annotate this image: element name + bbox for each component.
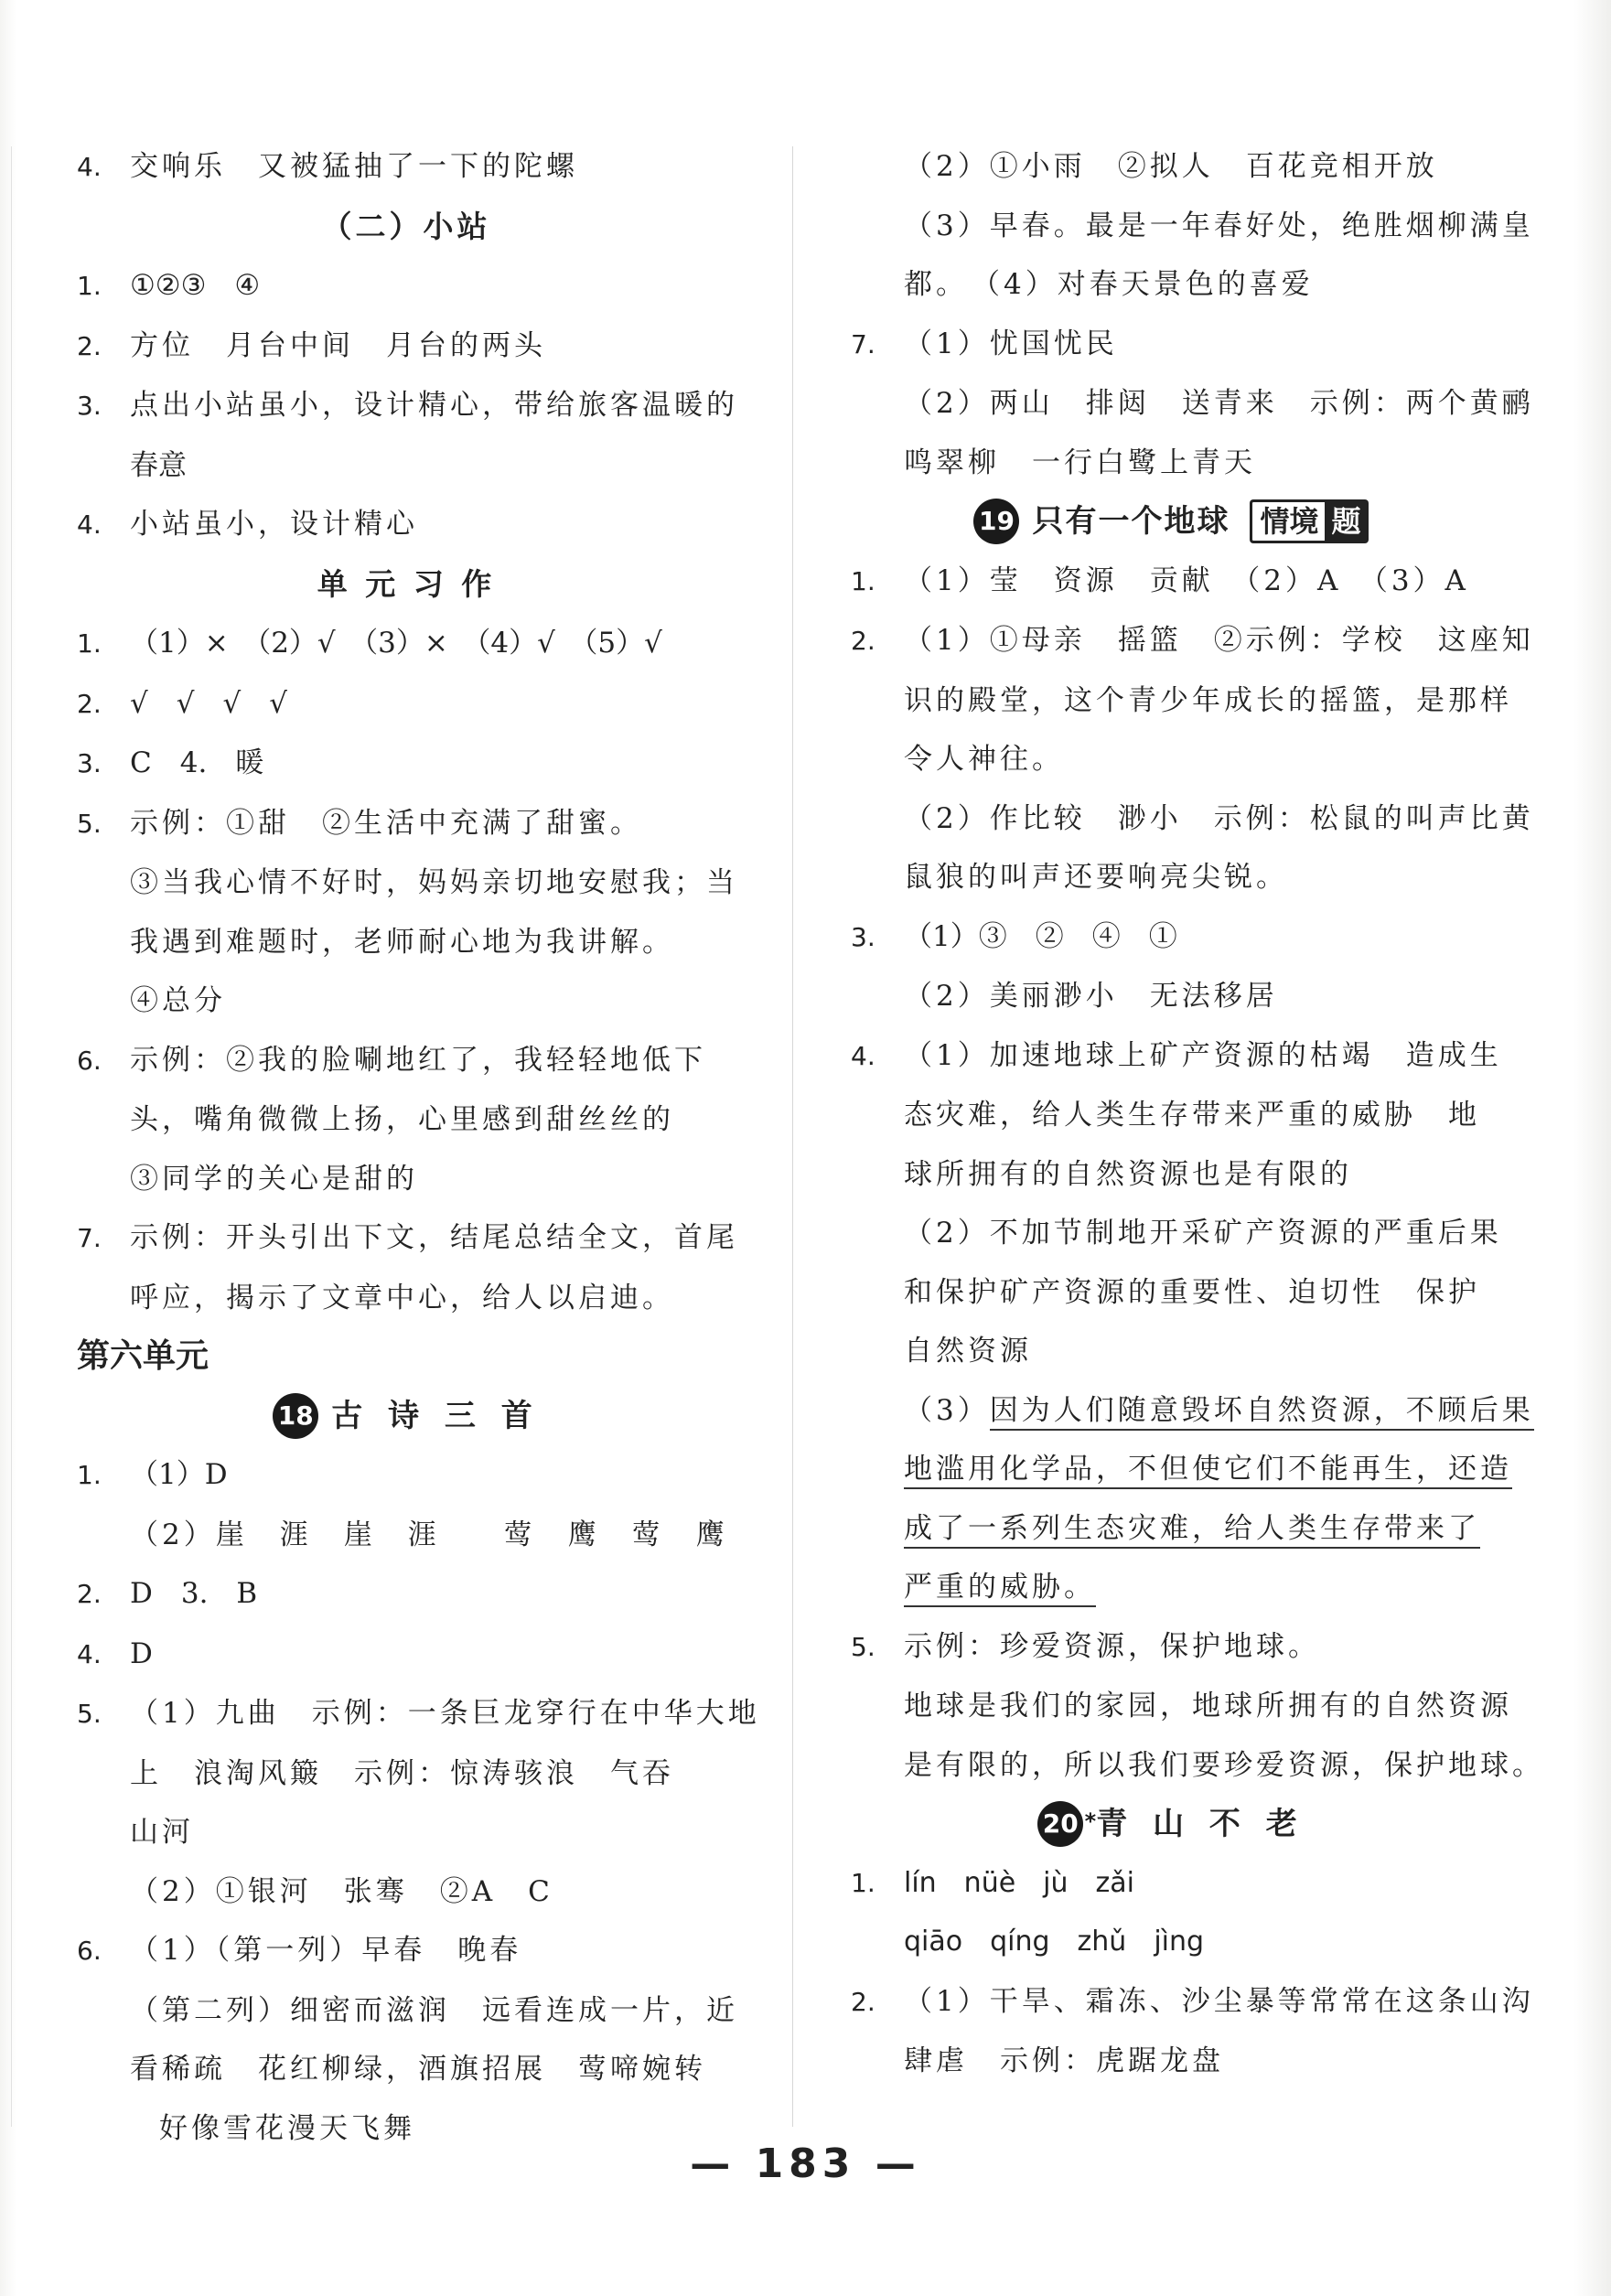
answer-continuation: 和保护矿产资源的重要性、迫切性 保护 [904,1275,1480,1309]
lesson-title: 青 山 不 老 [1096,1806,1305,1842]
answer-item [851,1617,1491,1678]
answer-continuation: 地球是我们的家园，地球所拥有的自然资源 [904,1690,1512,1722]
answer-text: 小站虽小，设计精心 [130,508,418,541]
answer-continuation: 都。 （4）对春天景色的喜爱 [904,268,1314,301]
item-number: 1. [77,271,102,301]
lesson-number: 20 [1042,1808,1079,1839]
answer-text: 方位 月台中间 月台的两头 [130,328,546,362]
answer-continuation: 头，嘴角微微上扬，心里感到甜丝丝的 [130,1103,674,1136]
answer-text: （1）加速地球上矿产资源的枯竭 造成生 [904,1038,1502,1072]
column-divider [792,146,793,2127]
item-number: 1. [77,1460,102,1490]
item-number: 2. [851,626,875,656]
answer-continuation: 识的殿堂，这个青少年成长的摇篮，是那样 [904,683,1512,717]
answer-item [851,611,1534,671]
answer-continuation [851,1381,1534,1441]
answer-item [77,1031,736,1091]
answer-item [851,907,1491,968]
answer-item [77,1445,736,1506]
tag-label: 情境 [1250,499,1324,543]
answer-item [851,1972,1534,2033]
answer-text: （1）莹 资源 贡献 （2）A （3）A [904,563,1469,597]
answer-continuation: 是有限的，所以我们要珍爱资源，保护地球。 [904,1748,1544,1782]
underlined-sentence: 成了一系列生态灾难，给人类生存带来了 [904,1512,1480,1549]
answer-continuation: 鸣翠柳 一行白鹭上青天 [904,445,1256,479]
answer-continuation: 肆虐 示例：虎踞龙盘 [904,2044,1224,2077]
answer-item [77,1208,736,1269]
lesson-heading-20 [851,1795,1491,1854]
item-number: 4. [77,152,102,182]
lesson-heading-18 [77,1387,736,1446]
answer-text: （1）①母亲 摇篮 ②示例：学校 这座知 [904,624,1534,657]
answer-item [77,137,736,198]
section-heading-danyuan-xizuo: 单 元 习 作 [317,565,496,602]
answer-item [77,734,736,794]
optional-lesson-star-icon: * [1084,1808,1097,1835]
binding-edge-line [11,146,12,2127]
answer-text: （1）干旱、霜冻、沙尘暴等常常在这条山沟 [904,1984,1534,2018]
lesson-number-badge: 18 [273,1393,318,1439]
answer-continuation: 上 浪淘风簸 示例：惊涛骇浪 气吞 [130,1756,674,1790]
item-number: 3. [77,748,102,778]
answer-continuation: ③当我心情不好时，妈妈亲切地安慰我；当 [130,866,738,899]
answer-continuation: 鼠狼的叫声还要响亮尖锐。 [904,861,1288,894]
answer-text: （1）③ ② ④ ① [904,919,1177,953]
answer-text: D [130,1636,153,1670]
lesson-heading-19 [851,492,1491,552]
item-number: 3. [851,921,875,952]
lesson-title: 只有一个地球 [1032,503,1230,540]
item-number: 7. [77,1223,102,1253]
answer-continuation: （2）两山 排闼 送青来 示例：两个黄鹂 [904,387,1534,420]
item-number: 5. [851,1631,875,1662]
answer-continuation [851,1499,1491,1559]
lesson-title: 古 诗 三 首 [331,1397,540,1434]
answer-item [77,1564,736,1625]
answer-text: 交响乐 又被猛抽了一下的陀螺 [130,150,578,183]
item-number: 6. [77,1045,102,1076]
answer-text: 示例：开头引出下文，结尾总结全文，首尾 [130,1221,738,1254]
right-column [851,137,1544,2091]
item-number: 2. [851,1986,875,2017]
answer-item [851,552,1491,612]
underlined-sentence: 严重的威胁。 [904,1571,1096,1607]
answer-text: D 3. B [130,1577,258,1610]
answer-continuation: 令人神往。 [904,743,1064,776]
answer-continuation: 山河 [130,1816,194,1849]
answer-text: （1）（第一列）早春 晚春 [130,1934,522,1967]
answer-item [77,1625,736,1685]
answer-continuation: 态灾难，给人类生存带来严重的威胁 地 [904,1099,1480,1132]
answer-text: lín nüè jù zǎi [904,1866,1134,1899]
answer-item [77,256,736,317]
answer-item [77,1684,760,1744]
answer-continuation: 春意 [130,448,187,482]
answer-item [851,1854,1491,1914]
item-number: 2. [77,330,102,361]
answer-text: （1）D [130,1458,228,1491]
answer-continuation: （第二列）细密而滋润 远看连成一片，近 [130,1993,738,2027]
answer-text: √ √ √ √ [130,686,288,720]
answer-continuation: ③同学的关心是甜的 [130,1162,418,1196]
answer-text: （1）九曲 示例：一条巨龙穿行在中华大地 [130,1697,760,1730]
answer-continuation: （2）崖 涯 崖 涯 莺 鹰 莺 鹰 [130,1518,728,1551]
item-number: 2. [77,688,102,719]
answer-text: （1）忧国忧民 [904,327,1118,360]
item-number: 6. [77,1936,102,1966]
answer-item [77,674,736,735]
answer-continuation: （2）美丽渺小 无法移居 [904,980,1278,1013]
left-column [77,137,760,2158]
answer-continuation [851,1440,1512,1499]
lesson-number-badge: 19 [973,499,1019,544]
answer-continuation: 呼应，揭示了文章中心，给人以启迪。 [130,1281,674,1314]
answer-continuation [851,1558,1491,1617]
item-number: 2. [77,1579,102,1609]
answer-item [77,614,736,674]
item-number: 1. [851,1867,875,1898]
item-number: 4. [77,1638,102,1669]
answer-item [77,317,736,377]
section-heading-xiaozhan: （二）小站 [321,208,491,244]
answer-continuation: （2）①小雨 ②拟人 百花竞相开放 [904,150,1438,183]
sub-item-label: （3） [904,1393,990,1427]
answer-continuation: （2）①银河 张骞 ②A C [130,1874,553,1908]
item-number: 5. [77,808,102,839]
answer-continuation: 看稀疏 花红柳绿，酒旗招展 莺啼婉转 [130,2053,706,2086]
answer-text: 示例：①甜 ②生活中充满了甜蜜。 [130,806,642,840]
scenario-question-tag [1250,499,1368,543]
answer-text: （1）× （2）√ （3）× （4）√ （5）√ [130,627,662,660]
answer-item [77,1921,736,1981]
underlined-sentence: 因为人们随意毁坏自然资源，不顾后果 [990,1394,1534,1431]
answer-text: 示例：②我的脸唰地红了，我轻轻地低下 [130,1043,706,1077]
answer-continuation: （2）不加节制地开采矿产资源的严重后果 [904,1217,1502,1250]
answer-continuation: 好像雪花漫天飞舞 [159,2111,415,2145]
answer-continuation: （3）早春。最是一年春好处，绝胜烟柳满皇 [904,209,1534,242]
answer-item [851,1026,1502,1087]
item-number: 1. [851,565,875,596]
page-number: — 183 — [690,2140,921,2187]
lesson-number-badge [1037,1801,1097,1847]
item-number: 3. [77,391,102,421]
answer-continuation: 自然资源 [904,1335,1032,1368]
answer-text: 点出小站虽小，设计精心，带给旅客温暖的 [130,389,738,422]
unit-title: 第六单元 [77,1337,209,1375]
answer-continuation: 我遇到难题时，老师耐心地为我讲解。 [130,925,674,959]
answer-text: C 4. 暖 [130,746,264,779]
answer-continuation: ④总分 [130,984,226,1017]
item-number: 1. [77,628,102,659]
answer-text: ①②③ ④ [130,269,261,302]
answer-item [77,794,736,854]
answer-item [77,495,736,555]
item-number: 5. [77,1699,102,1729]
item-number: 7. [851,328,875,359]
answer-text: 示例：珍爱资源，保护地球。 [904,1629,1320,1663]
tag-label-inverse: 题 [1325,499,1369,543]
answer-continuation: （2）作比较 渺小 示例：松鼠的叫声比黄 [904,801,1534,835]
underlined-sentence: 地滥用化学品，不但使它们不能再生，还造 [904,1453,1512,1489]
item-number: 4. [77,510,102,540]
answer-continuation: qiāo qíng zhǔ jìng [904,1926,1205,1958]
item-number: 4. [851,1040,875,1071]
answer-continuation: 球所拥有的自然资源也是有限的 [904,1157,1352,1191]
answer-item [851,315,1491,375]
answer-item [77,376,736,436]
